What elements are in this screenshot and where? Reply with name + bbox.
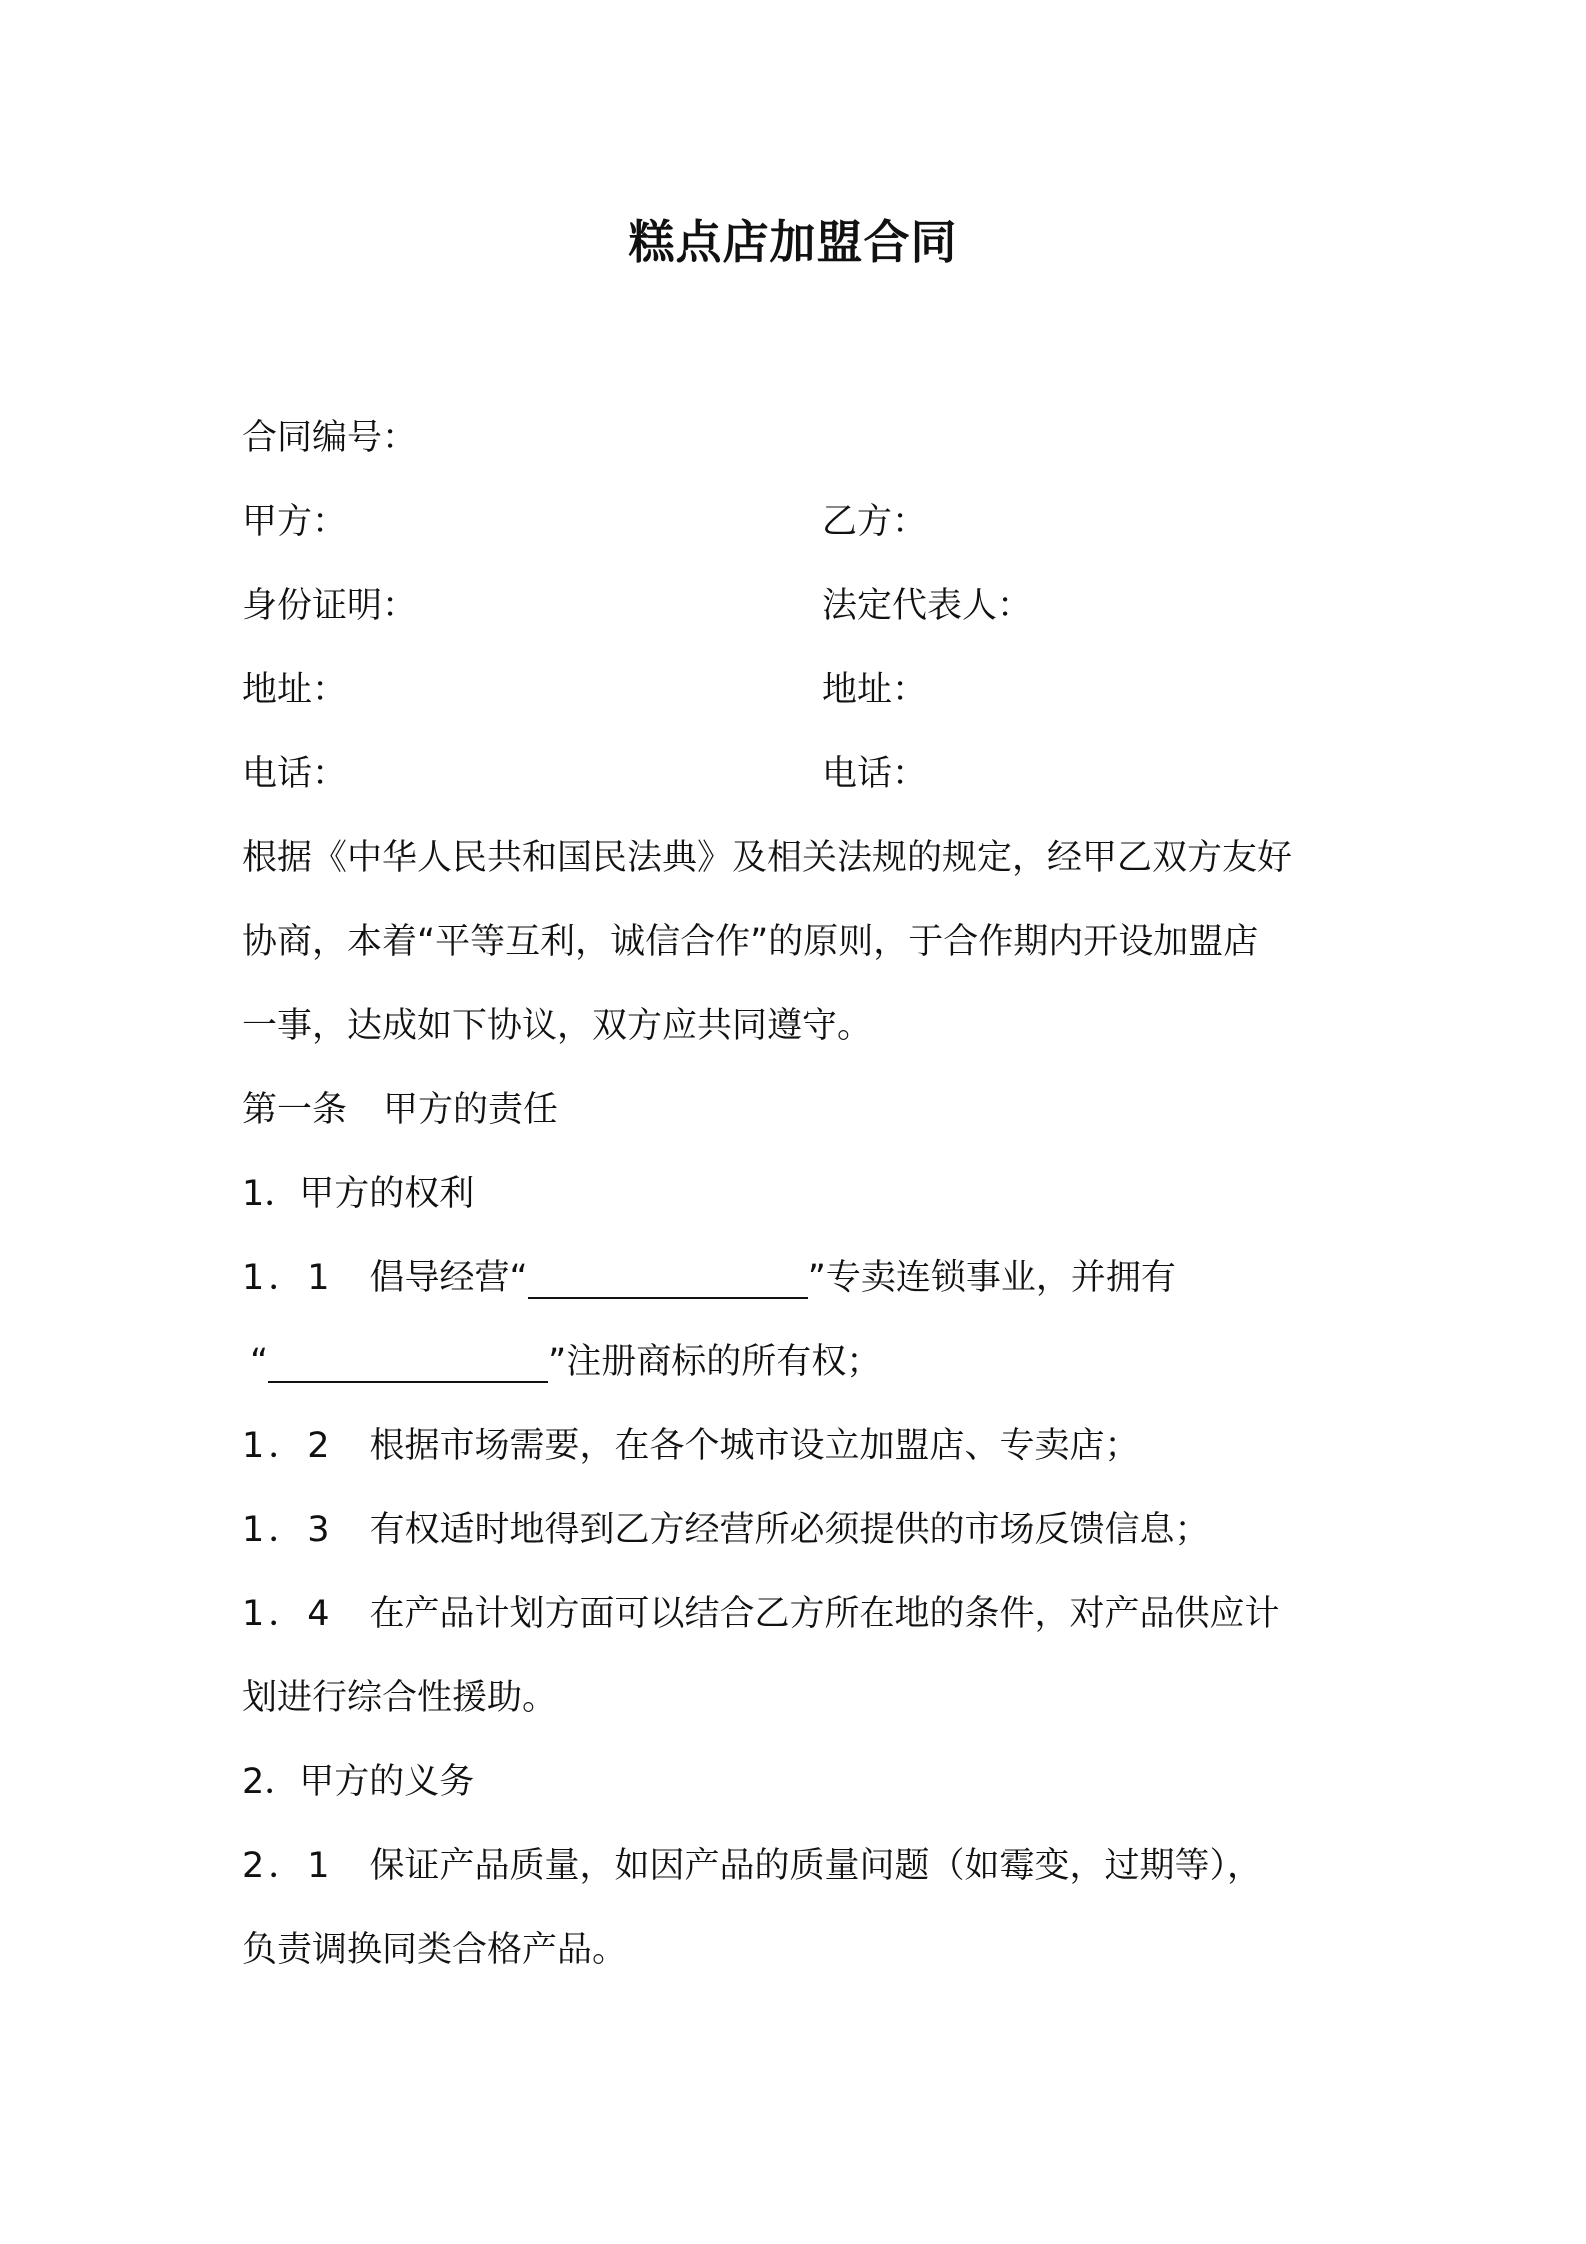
intro-paragraph-line-2: 协商，本着“平等互利，诚信合作”的原则，于合作期内开设加盟店 xyxy=(242,922,1259,962)
clause-1-2 xyxy=(242,1422,1140,1470)
clause-1-4-number: 1．4 xyxy=(242,1594,334,1634)
clause-1-1-line2-start: “ xyxy=(250,1342,269,1382)
clause-1-1-text-end: ”专卖连锁事业，并拥有 xyxy=(807,1258,1176,1298)
party-a-label: 甲方： xyxy=(242,502,348,542)
party-b-address-label: 地址： xyxy=(822,670,928,710)
clause-2-1 xyxy=(242,1842,1262,1890)
legal-representative-label: 法定代表人： xyxy=(822,586,1033,626)
contract-number-label: 合同编号： xyxy=(242,418,418,458)
article-1-title: 甲方的责任 xyxy=(383,1090,559,1130)
clause-1-1-number: 1．1 xyxy=(242,1258,334,1298)
party-a-phone-label: 电话： xyxy=(242,754,348,794)
clause-1-3 xyxy=(242,1506,1210,1554)
clause-2-1-text: 保证产品质量，如因产品的质量问题（如霉变，过期等）， xyxy=(369,1846,1263,1886)
clause-1-2-text: 根据市场需要，在各个城市设立加盟店、专卖店； xyxy=(369,1426,1140,1466)
document-title: 糕点店加盟合同 xyxy=(628,215,958,269)
party-b-phone-label: 电话： xyxy=(822,754,928,794)
party-a-address-label: 地址： xyxy=(242,670,348,710)
article-1-heading xyxy=(242,1086,558,1134)
clause-1-3-text: 有权适时地得到乙方经营所必须提供的市场反馈信息； xyxy=(369,1510,1210,1550)
clause-1-1-text-start: 倡导经营“ xyxy=(369,1258,528,1298)
intro-paragraph-line-3: 一事，达成如下协议，双方应共同遵守。 xyxy=(242,1006,873,1046)
intro-paragraph-line-1: 根据《中华人民共和国民法典》及相关法规的规定，经甲乙双方友好 xyxy=(242,838,1293,878)
clause-1-1 xyxy=(242,1254,1176,1302)
clause-1-4 xyxy=(242,1590,1280,1638)
trademark-blank-field[interactable] xyxy=(268,1345,548,1383)
business-name-blank-field[interactable] xyxy=(528,1261,808,1299)
clause-1-2-number: 1．2 xyxy=(242,1426,334,1466)
party-b-label: 乙方： xyxy=(822,502,928,542)
id-proof-label: 身份证明： xyxy=(242,586,418,626)
clause-1-4-continued: 划进行综合性援助。 xyxy=(242,1678,558,1718)
clause-1-1-continued xyxy=(250,1338,881,1386)
clause-1-1-line2-end: ”注册商标的所有权； xyxy=(548,1342,882,1382)
section-1-title: 1．甲方的权利 xyxy=(242,1174,475,1214)
clause-2-1-number: 2．1 xyxy=(242,1846,334,1886)
section-2-title: 2．甲方的义务 xyxy=(242,1762,475,1802)
clause-1-3-number: 1．3 xyxy=(242,1510,334,1550)
article-1-number: 第一条 xyxy=(242,1090,348,1130)
clause-1-4-text: 在产品计划方面可以结合乙方所在地的条件，对产品供应计 xyxy=(369,1594,1280,1634)
clause-2-1-continued: 负责调换同类合格产品。 xyxy=(242,1930,628,1970)
